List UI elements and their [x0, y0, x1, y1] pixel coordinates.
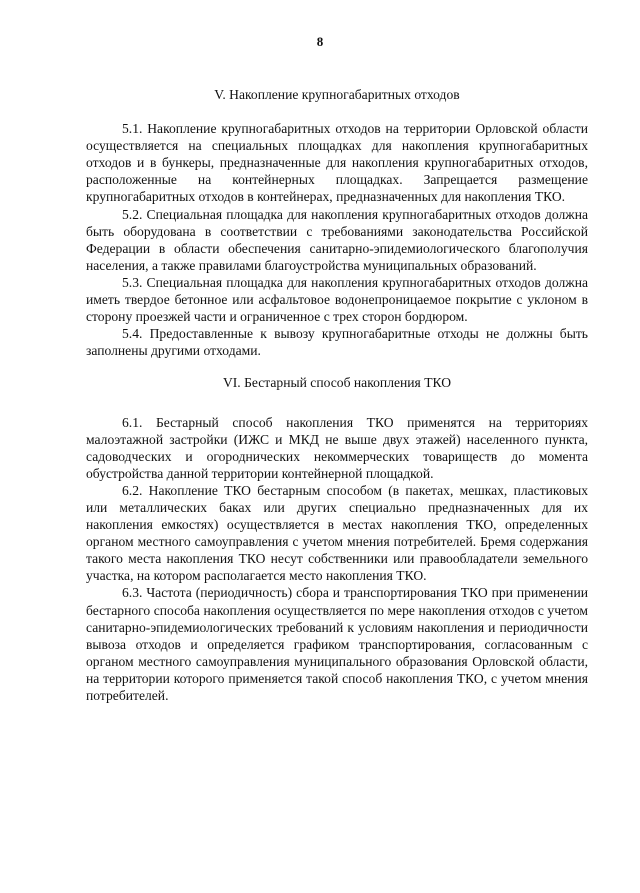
section-title-v: V. Накопление крупногабаритных отходов — [214, 87, 460, 102]
paragraph-5-2: 5.2. Специальная площадка для накопления крупногабаритных отходов должна быть оборудована в соответствии с требованиями законодательства Российской Федерации в области обеспечения санитарно-эпидемиологического благополучия населения, а также правилами благоустройства муниципальных образований. — [86, 206, 588, 273]
page-number: 8 — [316, 34, 324, 49]
paragraph-5-1: 5.1. Накопление крупногабаритных отходов на территории Орловской области осуществляется на специальных площадках для накопления крупногабаритных отходов и в бункеры, предназначенные для накопления крупногабаритных отходов, расположенные на контейнерных площадках. Запрещается размещение крупногабаритных отходов в контейнерах, предназначенных для накопления ТКО. — [86, 121, 588, 205]
document-body — [86, 86, 588, 704]
paragraph-6-3: 6.3. Частота (периодичность) сбора и транспортирования ТКО при применении бестарного способа накопления осуществляется по мере накопления отходов с учетом санитарно-эпидемиологических требований к условиям накопления и периодичности вывоза отходов и определяется графиком транспортирования, согласованным с органом местного самоуправления муниципального образования Орловской области, на территории которого применяется такой способ накопления ТКО, с учетом мнения потребителей. — [86, 585, 588, 703]
paragraph-6-2: 6.2. Накопление ТКО бестарным способом (в пакетах, мешках, пластиковых или металлических баках или других специально предназначенных для их накопления емкостях) осуществляется в местах накопления ТКО, определенных органом местного самоуправления с учетом мнения потребителей. Бремя содержания такого места накопления ТКО несут собственники или правообладатели земельного участка, на котором располагается место накопления ТКО. — [86, 482, 588, 584]
section-title-vi: VI. Бестарный способ накопления ТКО — [222, 375, 452, 391]
paragraph-6-1: 6.1. Бестарный способ накопления ТКО применятся на территориях малоэтажной застройки (ИЖС и МКД не выше двух этажей) населенного пункта, садоводческих и огороднических некоммерческих товариществ до момента обустройства данной территории контейнерной площадкой. — [86, 414, 588, 481]
paragraph-5-4: 5.4. Предоставленные к вывозу крупногабаритные отходы не должны быть заполнены другими отходами. — [86, 326, 588, 359]
paragraph-5-3: 5.3. Специальная площадка для накопления крупногабаритных отходов должна иметь твердое бетонное или асфальтовое водонепроницаемое покрытие с уклоном в сторону проезжей части и ограниченное с трех сторон бордюром. — [86, 274, 588, 325]
